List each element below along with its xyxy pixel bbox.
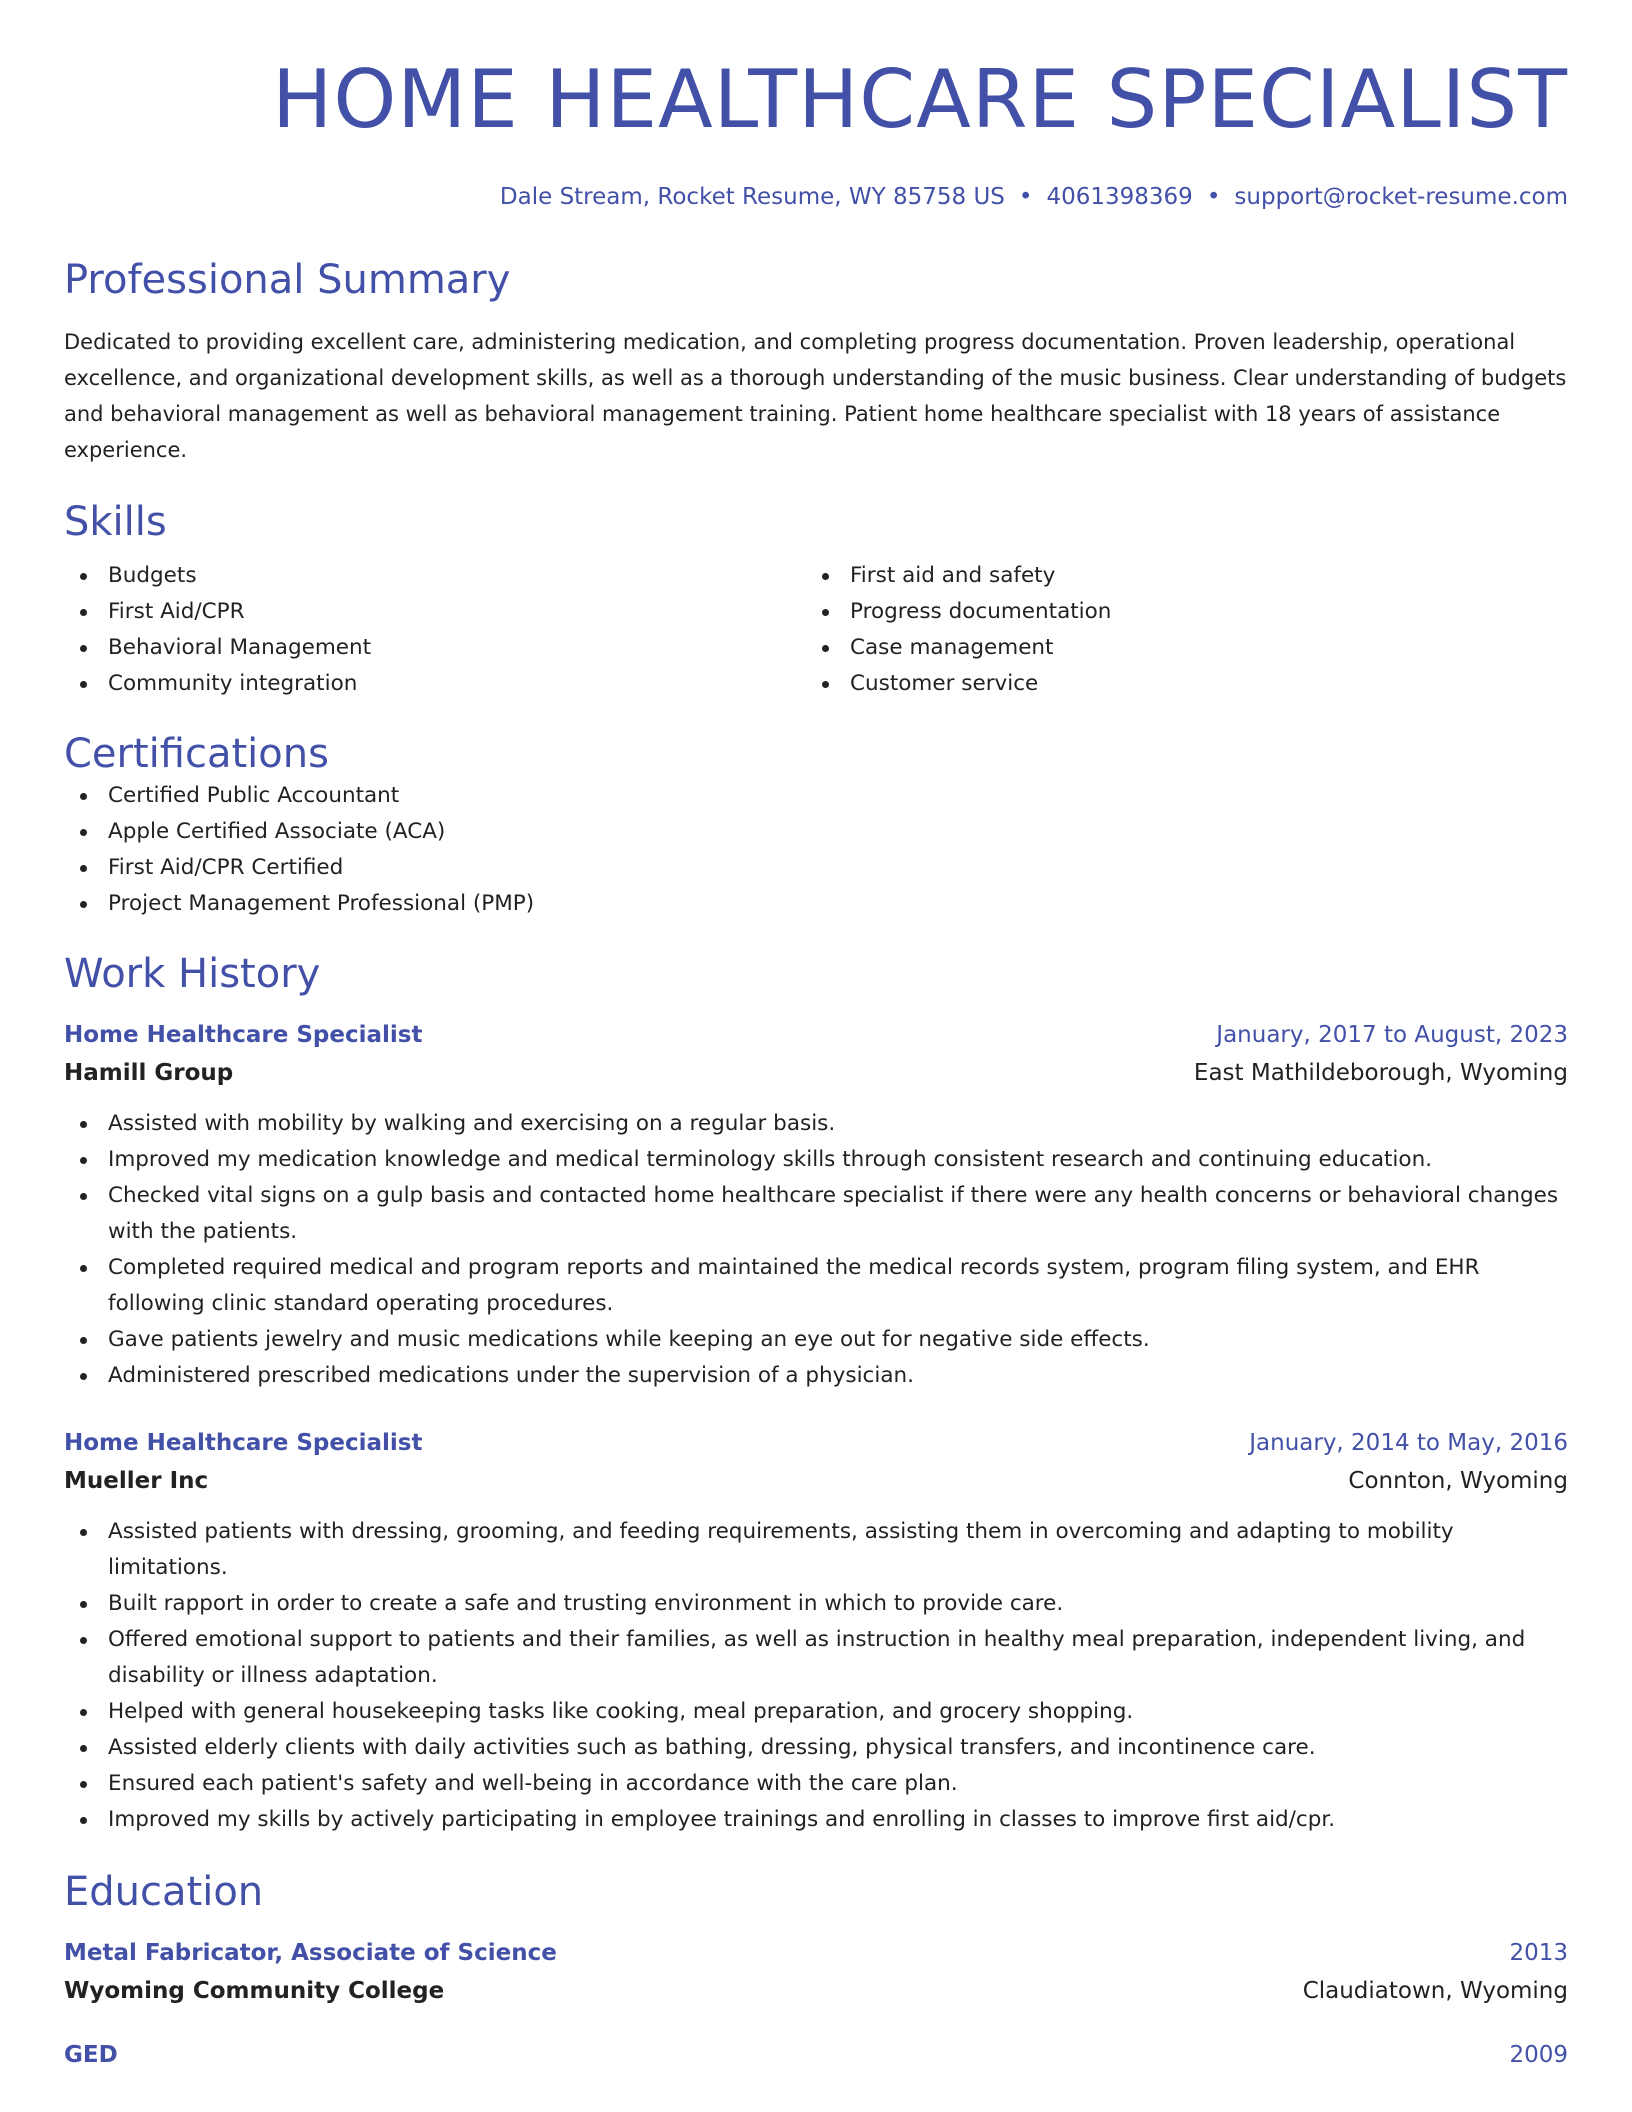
contact-email[interactable]: support@rocket-resume.com [1234, 184, 1568, 210]
skill-item: Budgets [64, 558, 806, 594]
education-school: Wyoming Community College [64, 1978, 445, 2004]
work-history-heading: Work History [64, 951, 321, 997]
job-duty-item: Assisted patients with dressing, grooming, and feeding requirements, assisting them in overcoming and adapting to mobility limitations. [64, 1514, 1568, 1586]
job-entry [64, 1424, 1568, 1838]
certification-item: Certified Public Accountant [64, 778, 1568, 814]
resume-name: HOME HEALTHCARE SPECIALIST [272, 53, 1568, 146]
job-duty-item: Improved my skills by actively participating in employee trainings and enrolling in classes to improve first aid/cpr. [64, 1802, 1568, 1838]
education-header [64, 2036, 1568, 2074]
skill-item: Customer service [806, 666, 1548, 702]
job-entry [64, 1016, 1568, 1394]
summary-text: Dedicated to providing excellent care, administering medication, and completing progress documentation. Proven leadership, operational excellence, and organizational development skills, as well as a thorough understanding of the music business. Clear understanding of budgets and behavioral management as well as behavioral management training. Patient home healthcare specialist with 18 years of assistance experience. [64, 330, 1567, 462]
job-duty-item: Gave patients jewelry and music medications while keeping an eye out for negative side effects. [64, 1322, 1568, 1358]
education-entry [64, 1934, 1568, 2010]
education-degree: GED [64, 2042, 118, 2068]
skill-item: Case management [806, 630, 1548, 666]
contact-address: Dale Stream, Rocket Resume, WY 85758 US [499, 184, 1005, 210]
job-duties-list [64, 1514, 1568, 1838]
skill-item: Behavioral Management [64, 630, 806, 666]
job-subheader [64, 1462, 1568, 1500]
education-subheader [64, 1972, 1568, 2010]
education-year: 2009 [1509, 2042, 1568, 2068]
job-subheader [64, 1054, 1568, 1092]
job-duty-item: Assisted with mobility by walking and exercising on a regular basis. [64, 1106, 1568, 1142]
skill-item: First Aid/CPR [64, 594, 806, 630]
certifications-list [64, 778, 1568, 922]
job-duty-item: Improved my medication knowledge and medical terminology skills through consistent research and continuing education. [64, 1142, 1568, 1178]
job-title: Home Healthcare Specialist [64, 1430, 423, 1456]
education-header [64, 1934, 1568, 1972]
job-duty-item: Helped with general housekeeping tasks like cooking, meal preparation, and grocery shopping. [64, 1694, 1568, 1730]
education-degree: Metal Fabricator, Associate of Science [64, 1940, 557, 1966]
skills-list-right [806, 558, 1548, 702]
certification-item: Apple Certified Associate (ACA) [64, 814, 1568, 850]
contact-separator: • [1018, 184, 1033, 210]
certification-item: Project Management Professional (PMP) [64, 886, 1568, 922]
job-title: Home Healthcare Specialist [64, 1022, 423, 1048]
certifications-heading: Certifications [64, 731, 329, 777]
contact-line [64, 182, 1568, 212]
job-location: Connton, Wyoming [1348, 1468, 1568, 1494]
job-duty-item: Ensured each patient's safety and well-being in accordance with the care plan. [64, 1766, 1568, 1802]
resume-header [64, 0, 1568, 212]
education-year: 2013 [1509, 1940, 1568, 1966]
job-duty-item: Assisted elderly clients with daily activities such as bathing, dressing, physical transfers, and incontinence care. [64, 1730, 1568, 1766]
job-duty-item: Completed required medical and program reports and maintained the medical records system, program filing system, and EHR following clinic standard operating procedures. [64, 1250, 1568, 1322]
education-entry [64, 2036, 1568, 2074]
job-duty-item: Administered prescribed medications under the supervision of a physician. [64, 1358, 1568, 1394]
skill-item: Community integration [64, 666, 806, 702]
skills-list-left [64, 558, 806, 702]
job-duty-item: Built rapport in order to create a safe and trusting environment in which to provide care. [64, 1586, 1568, 1622]
skill-item: First aid and safety [806, 558, 1548, 594]
job-company: Hamill Group [64, 1060, 234, 1086]
skills-grid [64, 558, 1568, 702]
job-duty-item: Checked vital signs on a gulp basis and contacted home healthcare specialist if there were any health concerns or behavioral changes with the patients. [64, 1178, 1568, 1250]
job-header [64, 1424, 1568, 1462]
summary-heading: Professional Summary [64, 257, 511, 303]
job-dates: January, 2017 to August, 2023 [1216, 1022, 1568, 1048]
job-duty-item: Offered emotional support to patients and their families, as well as instruction in healthy meal preparation, independent living, and disability or illness adaptation. [64, 1622, 1568, 1694]
contact-separator: • [1206, 184, 1221, 210]
education-heading: Education [64, 1869, 264, 1915]
job-header [64, 1016, 1568, 1054]
job-company: Mueller Inc [64, 1468, 209, 1494]
job-location: East Mathildeborough, Wyoming [1193, 1060, 1568, 1086]
skills-heading: Skills [64, 499, 167, 545]
skill-item: Progress documentation [806, 594, 1548, 630]
contact-phone[interactable]: 4061398369 [1046, 184, 1193, 210]
job-duties-list [64, 1106, 1568, 1394]
certification-item: First Aid/CPR Certified [64, 850, 1568, 886]
job-dates: January, 2014 to May, 2016 [1249, 1430, 1568, 1456]
education-location: Claudiatown, Wyoming [1302, 1978, 1568, 2004]
